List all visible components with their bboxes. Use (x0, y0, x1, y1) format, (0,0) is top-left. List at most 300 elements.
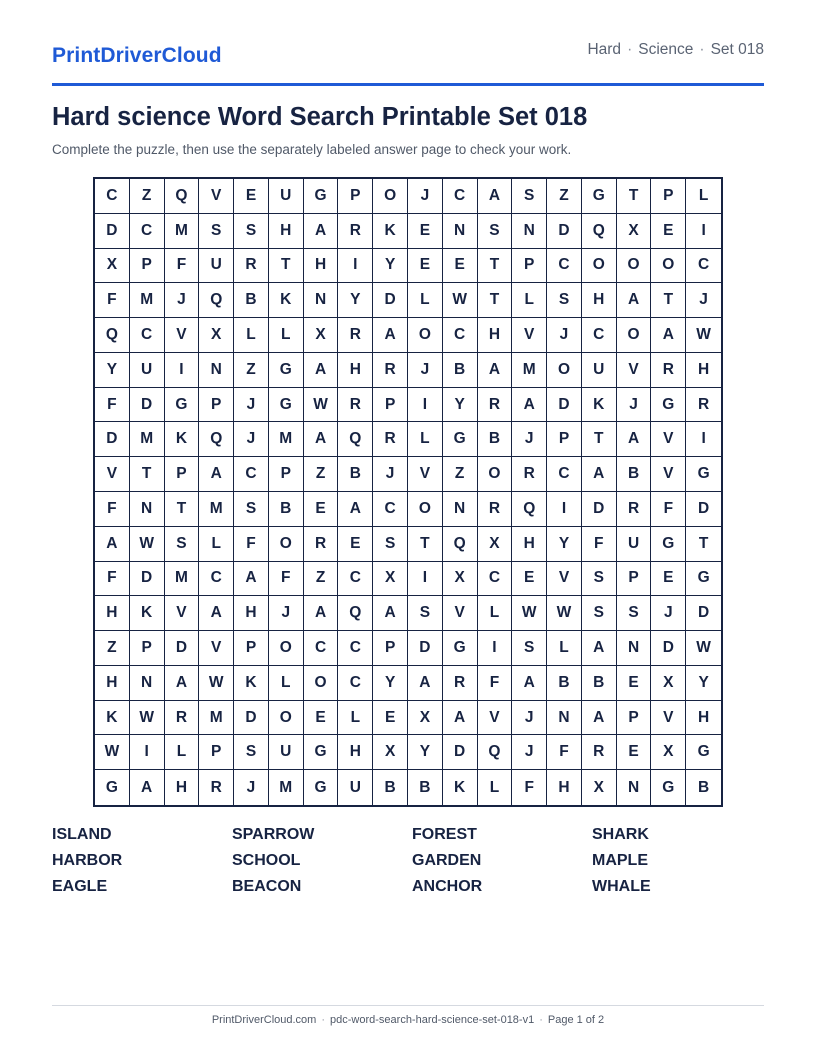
grid-cell: A (304, 422, 339, 457)
grid-cell: D (130, 388, 165, 423)
grid-cell: A (651, 318, 686, 353)
grid-cell: A (95, 527, 130, 562)
grid-cell: V (165, 596, 200, 631)
grid-cell: J (651, 596, 686, 631)
grid-cell: J (512, 422, 547, 457)
grid-cell: J (686, 283, 721, 318)
grid-cell: S (373, 527, 408, 562)
grid-cell: H (686, 701, 721, 736)
grid-cell: Z (443, 457, 478, 492)
grid-cell: B (617, 457, 652, 492)
grid-cell: G (582, 179, 617, 214)
grid-cell: M (165, 562, 200, 597)
footer-page-number: Page 1 of 2 (547, 1014, 605, 1026)
word-list-item: ISLAND (52, 826, 112, 843)
grid-cell: V (95, 457, 130, 492)
grid-cell: H (95, 666, 130, 701)
grid-cell: B (234, 283, 269, 318)
page-title: Hard science Word Search Printable Set 018 (52, 103, 588, 131)
grid-cell: K (95, 701, 130, 736)
grid-cell: A (582, 457, 617, 492)
grid-cell: T (269, 249, 304, 284)
grid-cell: B (408, 770, 443, 805)
grid-cell: D (651, 631, 686, 666)
grid-cell: V (478, 701, 513, 736)
grid-cell: Y (338, 283, 373, 318)
grid-cell: N (512, 214, 547, 249)
grid-cell: C (443, 318, 478, 353)
grid-cell: D (130, 562, 165, 597)
grid-cell: J (234, 422, 269, 457)
grid-cell: G (269, 388, 304, 423)
grid-cell: Q (512, 492, 547, 527)
grid-cell: V (512, 318, 547, 353)
grid-cell: N (443, 492, 478, 527)
grid-cell: E (617, 666, 652, 701)
grid-cell: M (130, 283, 165, 318)
footer-document-id: pdc-word-search-hard-science-set-018-v1 (330, 1014, 535, 1026)
grid-cell: N (130, 666, 165, 701)
grid-cell: V (547, 562, 582, 597)
grid-cell: L (408, 422, 443, 457)
grid-cell: K (165, 422, 200, 457)
grid-cell: A (234, 562, 269, 597)
grid-cell: A (199, 596, 234, 631)
grid-cell: P (269, 457, 304, 492)
grid-cell: T (478, 249, 513, 284)
grid-cell: G (686, 457, 721, 492)
grid-cell: G (269, 353, 304, 388)
grid-cell: C (338, 666, 373, 701)
grid-cell: R (304, 527, 339, 562)
grid-cell: H (547, 770, 582, 805)
grid-cell: Z (547, 179, 582, 214)
grid-cell: X (651, 735, 686, 770)
grid-cell: L (269, 318, 304, 353)
grid-cell: K (582, 388, 617, 423)
grid-cell: I (338, 249, 373, 284)
grid-cell: O (408, 492, 443, 527)
grid-cell: Y (95, 353, 130, 388)
grid-cell: F (165, 249, 200, 284)
grid-cell: G (686, 562, 721, 597)
grid-cell: O (582, 249, 617, 284)
grid-cell: U (199, 249, 234, 284)
grid-cell: U (617, 527, 652, 562)
grid-cell: L (408, 283, 443, 318)
grid-cell: D (234, 701, 269, 736)
grid-cell: M (199, 701, 234, 736)
grid-cell: W (304, 388, 339, 423)
grid-cell: H (269, 214, 304, 249)
footer-site: PrintDriverCloud.com (211, 1014, 317, 1026)
grid-cell: M (130, 422, 165, 457)
grid-cell: P (199, 735, 234, 770)
grid-cell: C (547, 457, 582, 492)
grid-cell: H (338, 353, 373, 388)
grid-cell: K (269, 283, 304, 318)
grid-cell: P (651, 179, 686, 214)
grid-cell: H (512, 527, 547, 562)
grid-cell: E (617, 735, 652, 770)
grid-cell: A (512, 388, 547, 423)
grid-cell: C (582, 318, 617, 353)
grid-cell: R (582, 735, 617, 770)
grid-cell: X (582, 770, 617, 805)
grid-cell: R (165, 701, 200, 736)
word-list-item: EAGLE (52, 878, 108, 895)
grid-cell: Y (686, 666, 721, 701)
page-header (52, 0, 764, 86)
grid-cell: A (130, 770, 165, 805)
grid-cell: N (199, 353, 234, 388)
grid-cell: E (304, 701, 339, 736)
grid-cell: A (617, 422, 652, 457)
grid-cell: V (165, 318, 200, 353)
grid-cell: I (547, 492, 582, 527)
word-list-item: GARDEN (412, 852, 482, 869)
grid-cell: T (165, 492, 200, 527)
grid-cell: X (304, 318, 339, 353)
grid-cell: J (234, 388, 269, 423)
grid-cell: O (373, 179, 408, 214)
grid-cell: H (338, 735, 373, 770)
grid-cell: D (582, 492, 617, 527)
grid-cell: D (373, 283, 408, 318)
grid-cell: H (304, 249, 339, 284)
grid-cell: I (408, 388, 443, 423)
grid-cell: Z (304, 562, 339, 597)
grid-cell: R (199, 770, 234, 805)
grid-cell: R (478, 388, 513, 423)
grid-cell: L (512, 283, 547, 318)
grid-cell: V (408, 457, 443, 492)
breadcrumb (587, 41, 764, 59)
grid-cell: D (686, 492, 721, 527)
grid-cell: G (304, 735, 339, 770)
grid-cell: S (512, 631, 547, 666)
grid-cell: N (304, 283, 339, 318)
grid-cell: P (199, 388, 234, 423)
grid-cell: P (338, 179, 373, 214)
grid-cell: F (582, 527, 617, 562)
grid-cell: C (478, 562, 513, 597)
grid-cell: D (408, 631, 443, 666)
grid-cell: X (373, 562, 408, 597)
grid-cell: M (165, 214, 200, 249)
grid-cell: O (269, 701, 304, 736)
page-subtitle: Complete the puzzle, then use the separately labeled answer page to check your work. (52, 142, 572, 157)
grid-cell: J (617, 388, 652, 423)
grid-cell: B (443, 353, 478, 388)
grid-cell: X (617, 214, 652, 249)
grid-cell: G (304, 179, 339, 214)
grid-cell: L (165, 735, 200, 770)
grid-cell: V (617, 353, 652, 388)
grid-cell: B (547, 666, 582, 701)
grid-cell: W (512, 596, 547, 631)
grid-cell: L (234, 318, 269, 353)
grid-cell: W (547, 596, 582, 631)
grid-cell: L (338, 701, 373, 736)
grid-cell: S (165, 527, 200, 562)
grid-cell: R (373, 353, 408, 388)
grid-cell: Y (408, 735, 443, 770)
grid-cell: W (130, 701, 165, 736)
grid-cell: M (199, 492, 234, 527)
grid-cell: A (512, 666, 547, 701)
word-list-item: MAPLE (592, 852, 648, 869)
grid-cell: A (304, 214, 339, 249)
grid-cell: F (95, 283, 130, 318)
grid-cell: O (617, 249, 652, 284)
grid-cell: X (478, 527, 513, 562)
grid-cell: R (373, 422, 408, 457)
grid-cell: A (338, 492, 373, 527)
word-list-item: SPARROW (232, 826, 315, 843)
grid-cell: T (130, 457, 165, 492)
grid-cell: L (199, 527, 234, 562)
grid-cell: R (686, 388, 721, 423)
grid-cell: S (582, 596, 617, 631)
grid-cell: R (338, 214, 373, 249)
grid-cell: K (443, 770, 478, 805)
grid-cell: A (582, 631, 617, 666)
grid-cell: B (373, 770, 408, 805)
grid-cell: B (338, 457, 373, 492)
grid-cell: G (686, 735, 721, 770)
grid-cell: E (512, 562, 547, 597)
grid-cell: D (95, 422, 130, 457)
grid-cell: L (478, 596, 513, 631)
grid-cell: S (582, 562, 617, 597)
grid-cell: X (373, 735, 408, 770)
grid-cell: N (130, 492, 165, 527)
grid-cell: J (547, 318, 582, 353)
grid-cell: X (408, 701, 443, 736)
grid-cell: F (651, 492, 686, 527)
grid-cell: L (686, 179, 721, 214)
grid-cell: J (373, 457, 408, 492)
grid-cell: P (130, 631, 165, 666)
grid-cell: E (304, 492, 339, 527)
grid-cell: Z (130, 179, 165, 214)
grid-cell: K (373, 214, 408, 249)
footer-separator: · (539, 1014, 543, 1026)
grid-cell: E (651, 562, 686, 597)
grid-cell: W (686, 318, 721, 353)
grid-cell: J (234, 770, 269, 805)
grid-cell: I (130, 735, 165, 770)
grid-cell: G (304, 770, 339, 805)
grid-cell: F (95, 562, 130, 597)
grid-cell: B (478, 422, 513, 457)
grid-cell: H (478, 318, 513, 353)
breadcrumb-separator: · (699, 41, 705, 58)
grid-cell: Z (95, 631, 130, 666)
grid-cell: Y (443, 388, 478, 423)
grid-cell: O (478, 457, 513, 492)
grid-cell: M (512, 353, 547, 388)
grid-cell: J (269, 596, 304, 631)
grid-cell: S (617, 596, 652, 631)
grid-cell: J (408, 179, 443, 214)
grid-cell: P (617, 701, 652, 736)
grid-cell: S (547, 283, 582, 318)
grid-cell: T (617, 179, 652, 214)
grid-cell: F (95, 388, 130, 423)
grid-cell: A (617, 283, 652, 318)
grid-cell: D (686, 596, 721, 631)
grid-cell: Q (165, 179, 200, 214)
word-list-item: SHARK (592, 826, 649, 843)
grid-cell: O (269, 527, 304, 562)
breadcrumb-item-topic[interactable]: Science (638, 41, 694, 58)
grid-cell: T (582, 422, 617, 457)
grid-cell: P (617, 562, 652, 597)
word-list-item: SCHOOL (232, 852, 301, 869)
grid-cell: O (651, 249, 686, 284)
grid-cell: X (651, 666, 686, 701)
grid-cell: G (165, 388, 200, 423)
grid-cell: B (698, 778, 710, 796)
grid-cell: D (443, 735, 478, 770)
grid-cell: C (199, 562, 234, 597)
grid-cell: U (130, 353, 165, 388)
grid-cell: D (547, 214, 582, 249)
breadcrumb-item-category[interactable]: Hard (587, 41, 622, 58)
grid-cell: F (234, 527, 269, 562)
footer-separator: · (321, 1014, 326, 1026)
grid-cell: P (373, 631, 408, 666)
grid-cell: S (512, 179, 547, 214)
grid-cell: E (408, 249, 443, 284)
grid-cell: U (269, 735, 304, 770)
grid-cell: P (512, 249, 547, 284)
grid-cell: M (269, 770, 304, 805)
grid-cell: Z (234, 353, 269, 388)
grid-cell: I (165, 353, 200, 388)
word-list-item: HARBOR (52, 852, 123, 869)
grid-cell: C (338, 562, 373, 597)
grid-cell: F (269, 562, 304, 597)
grid-cell: Q (443, 527, 478, 562)
grid-cell: P (130, 249, 165, 284)
grid-cell: W (443, 283, 478, 318)
grid-cell: A (199, 457, 234, 492)
grid-cell: R (512, 457, 547, 492)
grid-cell: L (269, 666, 304, 701)
grid-cell: C (338, 631, 373, 666)
grid-cell: G (443, 422, 478, 457)
grid-cell: G (651, 527, 686, 562)
grid-cell: C (234, 457, 269, 492)
grid-cell: N (617, 631, 652, 666)
breadcrumb-separator: · (627, 41, 633, 58)
grid-cell: A (165, 666, 200, 701)
grid-cell: A (478, 353, 513, 388)
grid-cell: G (443, 631, 478, 666)
grid-cell: A (373, 318, 408, 353)
grid-cell: F (547, 735, 582, 770)
grid-cell: Z (304, 457, 339, 492)
grid-cell: G (651, 388, 686, 423)
grid-cell: O (408, 318, 443, 353)
grid-cell: U (269, 179, 304, 214)
grid-cell: K (130, 596, 165, 631)
grid-cell: R (617, 492, 652, 527)
grid-cell: D (547, 388, 582, 423)
grid-cell: N (617, 770, 652, 805)
grid-cell: R (651, 353, 686, 388)
grid-cell: J (408, 353, 443, 388)
grid-cell: G (651, 770, 686, 805)
grid-cell: C (547, 249, 582, 284)
grid-cell: V (199, 631, 234, 666)
grid-cell: U (582, 353, 617, 388)
grid-cell: I (478, 631, 513, 666)
grid-cell: S (478, 214, 513, 249)
grid-cell: H (686, 353, 721, 388)
grid-cell: X (443, 562, 478, 597)
grid-cell: X (199, 318, 234, 353)
page-footer (52, 1005, 764, 1026)
grid-cell: C (686, 249, 721, 284)
grid-cell: A (478, 179, 513, 214)
grid-cell: Q (95, 318, 130, 353)
grid-cell: T (686, 527, 721, 562)
grid-cell: S (199, 214, 234, 249)
grid-cell: S (408, 596, 443, 631)
grid-cell: A (582, 701, 617, 736)
grid-cell: V (443, 596, 478, 631)
grid-cell: S (234, 735, 269, 770)
grid-cell: P (547, 422, 582, 457)
grid-cell: Y (547, 527, 582, 562)
grid-cell: H (234, 596, 269, 631)
grid-cell: V (651, 701, 686, 736)
grid-cell: V (199, 179, 234, 214)
grid-cell: C (130, 318, 165, 353)
grid-cell: O (304, 666, 339, 701)
grid-cell: Y (373, 666, 408, 701)
grid-cell: D (165, 631, 200, 666)
grid-cell: O (547, 353, 582, 388)
grid-cell: K (234, 666, 269, 701)
grid-cell: F (512, 770, 547, 805)
grid-cell: S (234, 492, 269, 527)
grid-cell: C (130, 214, 165, 249)
grid-cell: W (95, 735, 130, 770)
grid-cell: D (95, 214, 130, 249)
grid-cell: R (478, 492, 513, 527)
brand-logo[interactable]: PrintDriverCloud (52, 44, 222, 67)
grid-cell: U (338, 770, 373, 805)
grid-cell: A (304, 596, 339, 631)
grid-cell: R (338, 318, 373, 353)
grid-cell: C (95, 179, 130, 214)
grid-cell: B (582, 666, 617, 701)
grid-cell: O (269, 631, 304, 666)
breadcrumb-item-set: Set 018 (710, 41, 764, 58)
grid-cell: W (130, 527, 165, 562)
grid-cell: I (408, 562, 443, 597)
grid-cell: P (165, 457, 200, 492)
grid-cell: N (547, 701, 582, 736)
grid-cell: V (651, 457, 686, 492)
grid-cell: P (373, 388, 408, 423)
grid-cell: I (686, 214, 721, 249)
